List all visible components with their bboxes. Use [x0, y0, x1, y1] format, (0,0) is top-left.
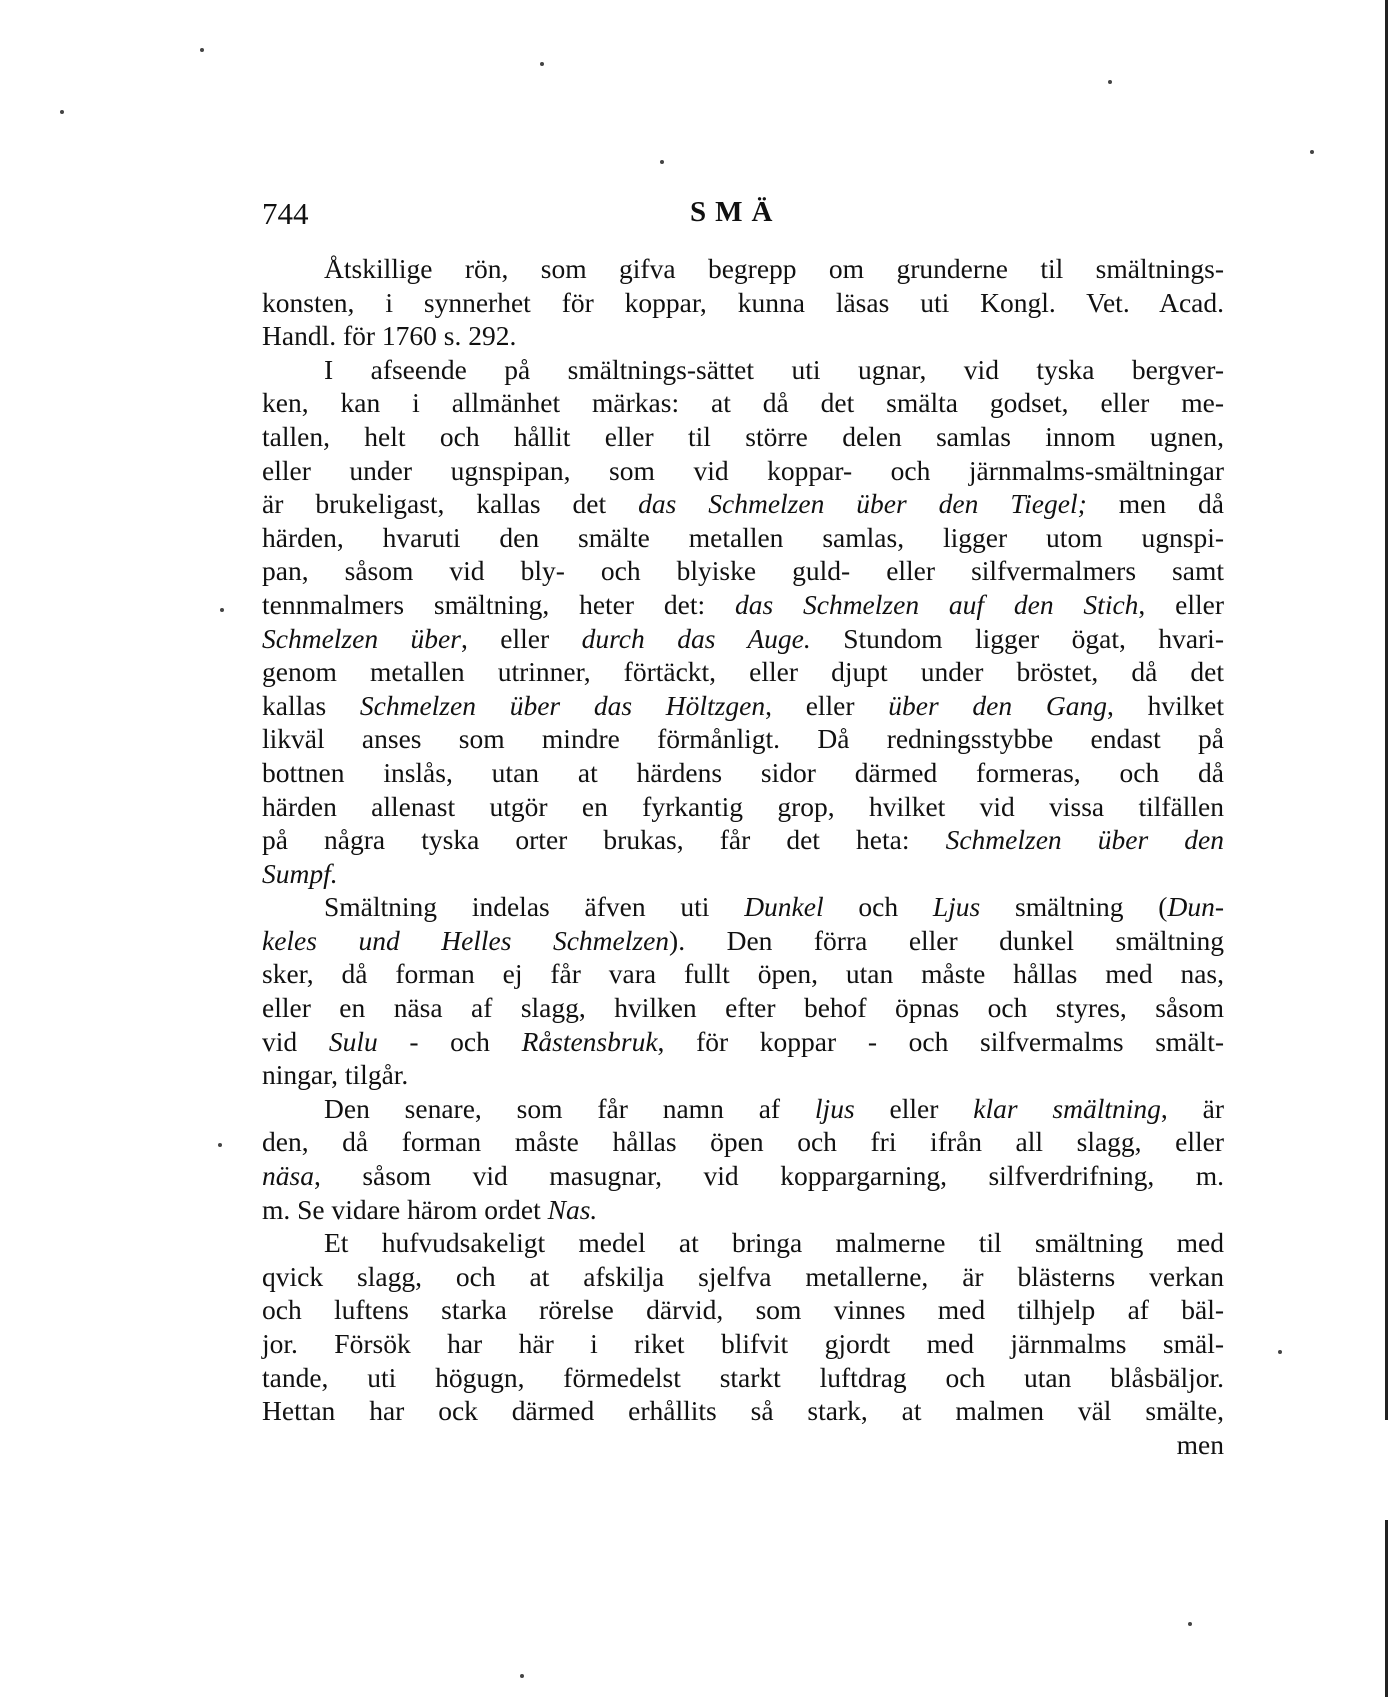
- text-line: Schmelzen über, eller durch das Auge. Stundom ligger ögat, hvari-: [262, 622, 1224, 654]
- text-line: m. Se vidare härom ordet Nas.: [262, 1193, 598, 1225]
- text-line: kallas Schmelzen über das Höltzgen, eller über den Gang, hvilket: [262, 689, 1224, 721]
- body-text: [262, 252, 1224, 1461]
- text-line: bottnen inslås, utan at härdens sidor därmed formeras, och då: [262, 756, 1224, 788]
- scan-speck: [1278, 1350, 1282, 1354]
- text-line: härden, hvaruti den smälte metallen samlas, ligger utom ugnspi-: [262, 521, 1224, 553]
- text-line: ningar, tilgår.: [262, 1059, 409, 1091]
- text-line: I afseende på smältnings-sättet uti ugnar, vid tyska bergver-: [324, 353, 1224, 385]
- scan-speck: [1310, 150, 1314, 154]
- text-line: eller en näsa af slagg, hvilken efter behof öpnas och styres, såsom: [262, 992, 1224, 1024]
- scan-speck: [660, 160, 664, 164]
- page-header: [262, 196, 1222, 236]
- text-line: pan, såsom vid bly- och blyiske guld- eller silfvermalmers samt: [262, 555, 1224, 587]
- text-line: på några tyska orter brukas, får det heta: Schmelzen über den: [262, 824, 1224, 856]
- text-line: tennmalmers smältning, heter det: das Schmelzen auf den Stich, eller: [262, 588, 1224, 620]
- page-edge-line: [1385, 0, 1388, 1420]
- scan-speck: [200, 48, 204, 52]
- catchword: men: [1176, 1428, 1224, 1460]
- text-line: Handl. för 1760 s. 292.: [262, 320, 517, 352]
- text-line: Et hufvudsakeligt medel at bringa malmerne til smältning med: [324, 1227, 1224, 1259]
- text-line: likväl anses som mindre förmånligt. Då redningsstybbe endast på: [262, 723, 1224, 755]
- text-line: eller under ugnspipan, som vid koppar- och järnmalms-smältningar: [262, 454, 1224, 486]
- running-head: SMÄ: [690, 196, 782, 228]
- text-line: jor. Försök har här i riket blifvit gjordt med järnmalms smäl-: [262, 1328, 1224, 1359]
- text-line: tallen, helt och hållit eller til större delen samlas innom ugnen,: [262, 420, 1224, 452]
- text-line: är brukeligast, kallas det das Schmelzen über den Tiegel; men då: [262, 488, 1225, 520]
- text-line: ken, kan i allmänhet märkas: at då det smälta godset, eller me-: [262, 387, 1224, 419]
- page-number: 744: [262, 196, 309, 231]
- text-line: qvick slagg, och at afskilja sjelfva metallerne, är blästerns verkan: [262, 1260, 1224, 1292]
- text-line: sker, då forman ej får vara fullt öpen, utan måste hållas med nas,: [262, 958, 1224, 990]
- scan-speck: [540, 62, 544, 66]
- scan-speck: [520, 1674, 524, 1678]
- scan-speck: [218, 1143, 222, 1147]
- text-line: konsten, i synnerhet för koppar, kunna läsas uti Kongl. Vet. Acad.: [262, 286, 1224, 318]
- scan-speck: [1108, 80, 1112, 84]
- text-line: näsa, såsom vid masugnar, vid koppargarning, silfverdrifning, m.: [262, 1160, 1224, 1192]
- text-line: Hettan har ock därmed erhållits så stark, at malmen väl smälte,: [262, 1395, 1224, 1427]
- text-line: tande, uti högugn, förmedelst starkt luftdrag och utan blåsbäljor.: [262, 1361, 1224, 1393]
- scan-speck: [1188, 1622, 1192, 1626]
- page-edge-line: [1385, 1520, 1388, 1697]
- text-line: härden allenast utgör en fyrkantig grop, hvilket vid vissa tilfällen: [262, 790, 1224, 822]
- text-line: Den senare, som får namn af ljus eller klar smältning, är: [324, 1092, 1224, 1124]
- text-line: genom metallen utrinner, förtäckt, eller djupt under bröstet, då det: [262, 656, 1224, 688]
- scan-speck: [60, 110, 64, 114]
- scan-speck: [220, 608, 224, 612]
- text-line: Sumpf.: [262, 857, 338, 889]
- text-line: Åtskillige rön, som gifva begrepp om grunderne til smältnings-: [324, 253, 1224, 284]
- text-line: keles und Helles Schmelzen). Den förra eller dunkel smältning: [262, 924, 1224, 956]
- text-line: Smältning indelas äfven uti Dunkel och Ljus smältning (Dun-: [324, 891, 1224, 923]
- text-line: den, då forman måste hållas öpen och fri ifrån all slagg, eller: [262, 1126, 1224, 1158]
- text-line: vid Sulu - och Råstensbruk, för koppar - och silfvermalms smält-: [262, 1025, 1224, 1057]
- text-line: och luftens starka rörelse därvid, som vinnes med tilhjelp af bäl-: [262, 1294, 1224, 1326]
